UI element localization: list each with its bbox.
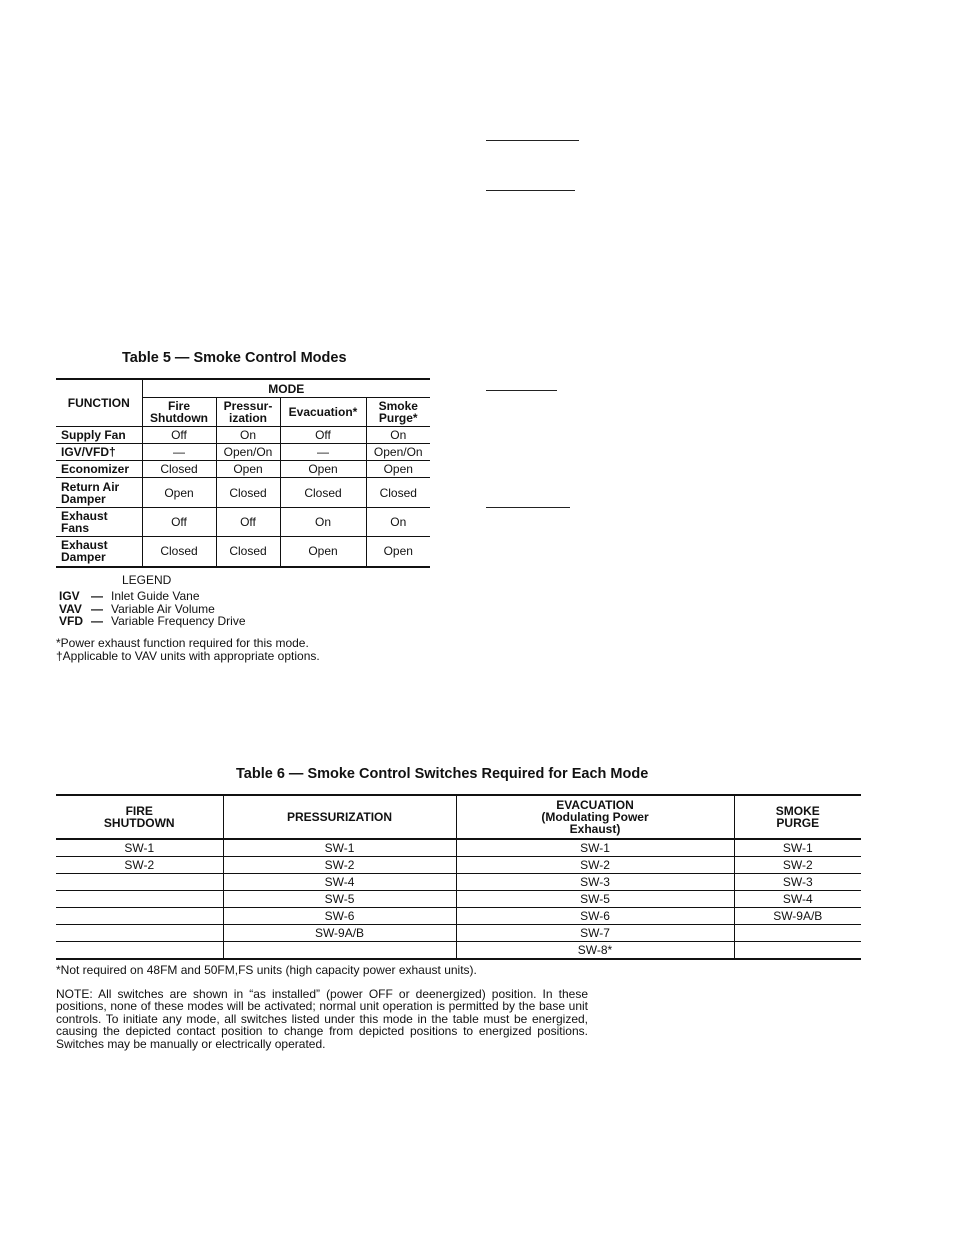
table-row xyxy=(56,908,861,925)
table-cell: On xyxy=(280,508,366,537)
table-cell: SW-1 xyxy=(456,839,734,857)
table-cell xyxy=(56,942,223,960)
table-cell: SW-6 xyxy=(456,908,734,925)
smoke-control-modes-table xyxy=(56,378,430,568)
table5-title: Table 5 — Smoke Control Modes xyxy=(122,350,347,366)
table-cell: Open xyxy=(280,537,366,567)
table-row xyxy=(56,942,861,960)
table-cell: Open xyxy=(216,461,280,478)
table-cell: Closed xyxy=(216,537,280,567)
note-paragraph: NOTE: All switches are shown in “as installed” (power OFF or deenergized) position. In these positions, none of these modes will be activated; normal unit operation is permitted by the base unit controls. To initiate any mode, all switches listed under this mode in the table must be energized, causing the depicted contact position to change from depicted positions to energized positions. Switches may be manually or electrically operated. xyxy=(56,987,588,1051)
column-header: Smoke Purge* xyxy=(366,398,430,427)
footnote: †Applicable to VAV units with appropriate options. xyxy=(56,649,320,663)
table-cell: SW-4 xyxy=(734,891,861,908)
table-cell: SW-9A/B xyxy=(223,925,456,942)
table-cell: On xyxy=(366,508,430,537)
column-header: SMOKE PURGE xyxy=(734,795,861,839)
table-row xyxy=(56,839,861,857)
column-header: PRESSURIZATION xyxy=(223,795,456,839)
table-cell: — xyxy=(142,444,216,461)
table-cell: SW-5 xyxy=(223,891,456,908)
table-cell xyxy=(56,874,223,891)
column-header: EVACUATION (Modulating Power Exhaust) xyxy=(456,795,734,839)
row-label: Exhaust Damper xyxy=(56,537,142,567)
legend-item: VFD — Variable Frequency Drive xyxy=(59,614,246,628)
table-row xyxy=(56,537,430,567)
column-header: Evacuation* xyxy=(280,398,366,427)
table-cell: Closed xyxy=(142,537,216,567)
row-label: Supply Fan xyxy=(56,427,142,444)
table-cell: — xyxy=(280,444,366,461)
table-cell: SW-1 xyxy=(56,839,223,857)
table-cell: Open xyxy=(366,461,430,478)
table-cell: Open xyxy=(280,461,366,478)
table-cell: SW-2 xyxy=(456,857,734,874)
table-cell: SW-1 xyxy=(223,839,456,857)
table-cell: Off xyxy=(280,427,366,444)
table-cell: On xyxy=(366,427,430,444)
row-label: Economizer xyxy=(56,461,142,478)
table-cell: Off xyxy=(142,508,216,537)
table-cell: SW-2 xyxy=(56,857,223,874)
row-label: Return Air Damper xyxy=(56,478,142,508)
table-cell: Closed xyxy=(366,478,430,508)
divider-rule xyxy=(486,507,570,508)
table-cell: SW-9A/B xyxy=(734,908,861,925)
column-header: FIRE SHUTDOWN xyxy=(56,795,223,839)
divider-rule xyxy=(486,140,579,141)
table-cell xyxy=(734,925,861,942)
table-row xyxy=(56,478,430,508)
table-cell: SW-7 xyxy=(456,925,734,942)
divider-rule xyxy=(486,190,575,191)
column-header: Fire Shutdown xyxy=(142,398,216,427)
column-header: Pressur- ization xyxy=(216,398,280,427)
table-cell xyxy=(56,908,223,925)
table-cell: Open xyxy=(366,537,430,567)
table-cell: Open/On xyxy=(366,444,430,461)
function-header: FUNCTION xyxy=(56,379,142,427)
table6-title: Table 6 — Smoke Control Switches Required for Each Mode xyxy=(236,766,649,782)
table-cell xyxy=(734,942,861,960)
table-cell: SW-1 xyxy=(734,839,861,857)
table-row xyxy=(56,874,861,891)
divider-rule xyxy=(486,390,557,391)
row-label: IGV/VFD† xyxy=(56,444,142,461)
table-cell xyxy=(56,891,223,908)
legend-heading: LEGEND xyxy=(122,573,172,587)
table-cell: Off xyxy=(142,427,216,444)
table-row xyxy=(56,925,861,942)
table-row xyxy=(56,891,861,908)
table-cell: SW-8* xyxy=(456,942,734,960)
table-cell: Open xyxy=(142,478,216,508)
legend-item: IGV — Inlet Guide Vane xyxy=(59,589,200,603)
table-cell: Open/On xyxy=(216,444,280,461)
table-cell xyxy=(223,942,456,960)
legend-item: VAV — Variable Air Volume xyxy=(59,602,215,616)
row-label: Exhaust Fans xyxy=(56,508,142,537)
footnote: *Power exhaust function required for this mode. xyxy=(56,636,309,650)
table-cell: SW-3 xyxy=(456,874,734,891)
table-cell: Closed xyxy=(142,461,216,478)
table-row xyxy=(56,444,430,461)
table-cell: Off xyxy=(216,508,280,537)
table-cell: SW-3 xyxy=(734,874,861,891)
table-cell: Closed xyxy=(216,478,280,508)
mode-header: MODE xyxy=(142,379,430,398)
table-cell: SW-2 xyxy=(223,857,456,874)
table-cell: On xyxy=(216,427,280,444)
table-row xyxy=(56,461,430,478)
table-cell: SW-5 xyxy=(456,891,734,908)
footnote: *Not required on 48FM and 50FM,FS units (high capacity power exhaust units). xyxy=(56,963,477,977)
smoke-control-switches-table xyxy=(56,794,861,960)
table-cell: SW-2 xyxy=(734,857,861,874)
table-row xyxy=(56,508,430,537)
table-cell xyxy=(56,925,223,942)
table-row xyxy=(56,857,861,874)
table-cell: Closed xyxy=(280,478,366,508)
table-cell: SW-6 xyxy=(223,908,456,925)
table-cell: SW-4 xyxy=(223,874,456,891)
table-row xyxy=(56,427,430,444)
